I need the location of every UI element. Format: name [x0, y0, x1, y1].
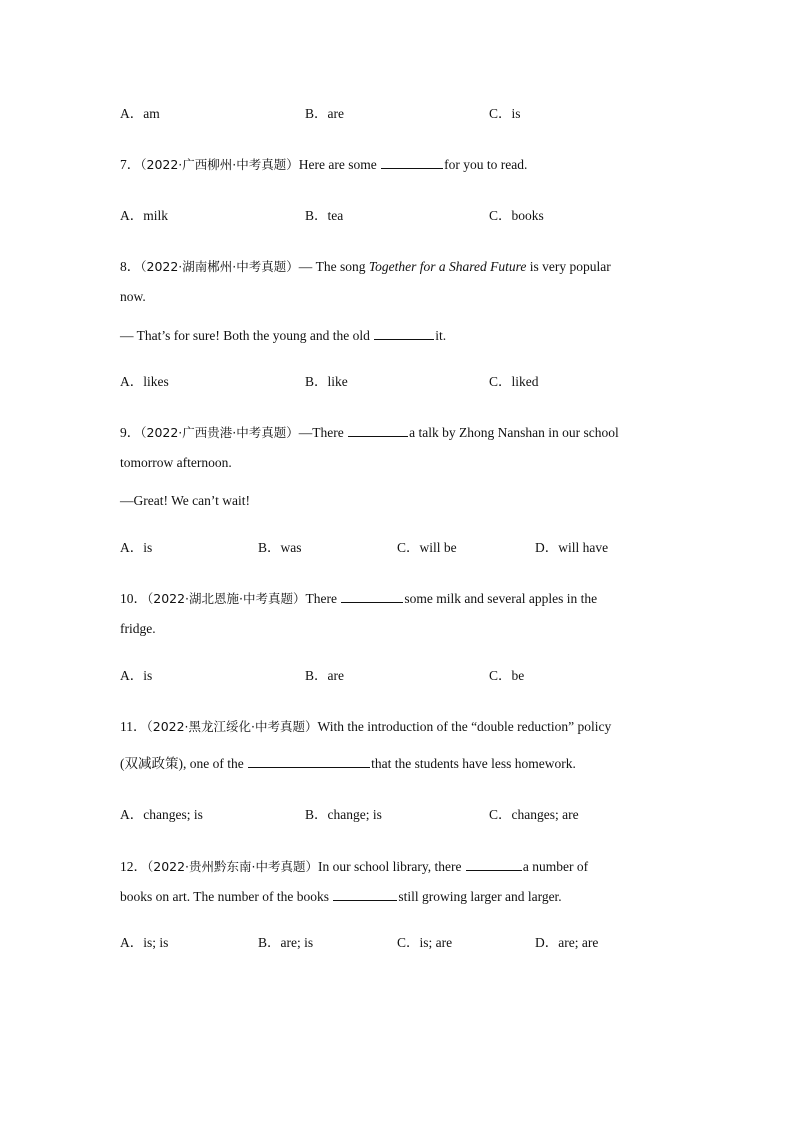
q7-option-c[interactable]: C．books	[489, 208, 544, 223]
q11-line2-before: (双减政策), one of the	[120, 756, 248, 771]
q10-line2: fridge.	[120, 621, 156, 636]
q10-blank[interactable]	[341, 590, 403, 603]
q12-stem	[120, 855, 588, 875]
q9-stem	[120, 421, 619, 441]
q11-text: With the introduction of the “double reduction” policy	[317, 719, 612, 734]
q9-source: （2022·广西贵港·中考真题）	[140, 425, 299, 440]
q11-option-c[interactable]: C．changes; are	[489, 807, 579, 822]
q9-number: 9．	[120, 425, 141, 440]
q12-blank-1[interactable]	[466, 858, 522, 871]
q8-source: （2022·湖南郴州·中考真题）	[140, 259, 299, 274]
q8-number: 8．	[120, 259, 141, 274]
q12-line2-after: still growing larger and larger.	[398, 889, 562, 904]
q7-option-a[interactable]: A．milk	[120, 208, 169, 223]
q12-option-d[interactable]: D．are; are	[535, 935, 599, 950]
q9-text-before: —There	[298, 425, 348, 440]
q6-option-b[interactable]: B．are	[305, 106, 344, 121]
q7-text-after: for you to read.	[444, 157, 528, 172]
q8-line3-after: it.	[435, 328, 447, 343]
q10-text-after: some milk and several apples in the	[404, 591, 598, 606]
q9-line2: tomorrow afternoon.	[120, 455, 232, 470]
q12-text-before: In our school library, there	[318, 859, 465, 874]
q8-song-title: Together for a Shared Future	[368, 259, 527, 274]
q9-option-a[interactable]: A．is	[120, 540, 153, 555]
q8-line2: now.	[120, 289, 146, 304]
q12-number: 12．	[120, 859, 147, 874]
q7-blank[interactable]	[381, 156, 443, 169]
q8-option-c[interactable]: C．liked	[489, 374, 539, 389]
q9-blank[interactable]	[348, 424, 408, 437]
q7-stem	[120, 153, 527, 173]
q11-option-a[interactable]: A．changes; is	[120, 807, 203, 822]
q12-source: （2022·贵州黔东南·中考真题）	[147, 859, 319, 874]
q11-line2-after: that the students have less homework.	[371, 756, 576, 771]
q12-text-after: a number of	[522, 859, 589, 874]
q9-text-after: a talk by Zhong Nanshan in our school	[409, 425, 619, 440]
q9-line3: —Great! We can’t wait!	[120, 493, 250, 508]
q6-option-a[interactable]: A．am	[120, 106, 160, 121]
q12-line2-before: books on art. The number of the books	[120, 889, 333, 904]
q8-text-a: — The song	[298, 259, 369, 274]
q8-option-a[interactable]: A．likes	[120, 374, 169, 389]
q11-option-b[interactable]: B．change; is	[305, 807, 382, 822]
q6-option-c[interactable]: C．is	[489, 106, 521, 121]
q10-stem	[120, 587, 597, 607]
q12-option-b[interactable]: B．are; is	[258, 935, 314, 950]
q12-line2	[120, 888, 562, 905]
q12-blank-2[interactable]	[333, 888, 397, 901]
q10-number: 10．	[120, 591, 147, 606]
q11-number: 11．	[120, 719, 147, 734]
q8-stem	[120, 255, 611, 275]
q8-blank[interactable]	[374, 327, 434, 340]
q9-option-b[interactable]: B．was	[258, 540, 302, 555]
q7-text-before: Here are some	[298, 157, 381, 172]
q11-blank[interactable]	[248, 755, 370, 768]
q12-option-c[interactable]: C．is; are	[397, 935, 453, 950]
q10-option-c[interactable]: C．be	[489, 668, 525, 683]
q10-option-a[interactable]: A．is	[120, 668, 153, 683]
q7-option-b[interactable]: B．tea	[305, 208, 344, 223]
q9-option-c[interactable]: C．will be	[397, 540, 457, 555]
q8-line3-before: — That’s for sure! Both the young and the old	[120, 328, 374, 343]
q10-option-b[interactable]: B．are	[305, 668, 344, 683]
q11-line2	[120, 752, 576, 772]
q9-option-d[interactable]: D．will have	[535, 540, 609, 555]
q11-source: （2022·黑龙江绥化·中考真题）	[146, 719, 318, 734]
q8-option-b[interactable]: B．like	[305, 374, 348, 389]
q7-source: （2022·广西柳州·中考真题）	[140, 157, 299, 172]
q8-text-b: is very popular	[526, 259, 611, 274]
q10-text-before: There	[305, 591, 341, 606]
q12-option-a[interactable]: A．is; is	[120, 935, 169, 950]
q10-source: （2022·湖北恩施·中考真题）	[147, 591, 306, 606]
q8-line3	[120, 327, 446, 344]
q11-stem	[120, 715, 611, 735]
q7-number: 7．	[120, 157, 141, 172]
